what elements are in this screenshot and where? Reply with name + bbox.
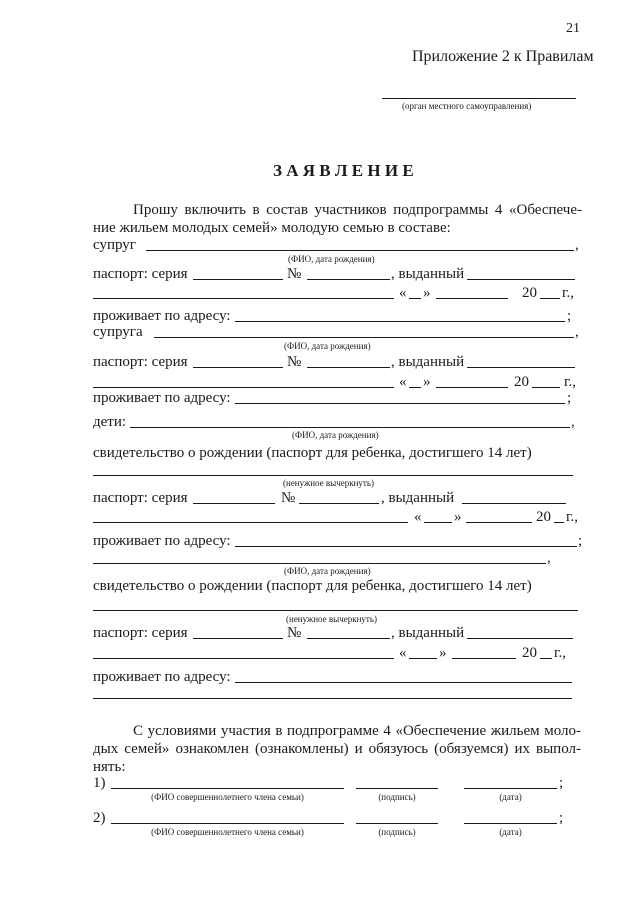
child-1-semicolon: ; (578, 533, 583, 549)
child-1-year-suffix: г., (566, 509, 578, 525)
husband-issued-by-line-2[interactable] (93, 298, 394, 299)
child-1-birth-certificate-line[interactable] (93, 475, 573, 476)
children-label: дети: (93, 414, 127, 430)
signature-2-fio-line[interactable] (111, 823, 344, 824)
signature-2-date-line[interactable] (464, 823, 557, 824)
child-1-date-close: » (454, 509, 462, 525)
wife-year-suffix: г., (564, 374, 576, 390)
signature-1-sign-line[interactable] (356, 788, 438, 789)
child-1-year-line[interactable] (554, 522, 564, 523)
conditions-line-2: дых семей» ознакомлен (ознакомлены) и обязуюсь (обязуемся) их выпол- (93, 741, 581, 757)
wife-month-line[interactable] (436, 387, 508, 388)
husband-passport-number-line[interactable] (307, 279, 390, 280)
husband-fio-caption: (ФИО, дата рождения) (288, 254, 375, 264)
signature-1-date-line[interactable] (464, 788, 557, 789)
wife-address-label: проживает по адресу: (93, 390, 231, 406)
husband-address-line[interactable] (235, 321, 565, 322)
wife-comma: , (575, 324, 579, 340)
child-2-fio-line[interactable] (93, 563, 546, 564)
authority-caption: (орган местного самоуправления) (402, 101, 532, 111)
child-1-fio-caption: (ФИО, дата рождения) (292, 430, 379, 440)
husband-comma: , (575, 237, 579, 253)
appendix-reference: Приложение 2 к Правилам (412, 48, 594, 65)
wife-issued-by-line[interactable] (467, 367, 575, 368)
child-2-birth-certificate-label: свидетельство о рождении (паспорт для ребенка, достигшего 14 лет) (93, 578, 532, 594)
husband-passport-series-line[interactable] (193, 279, 283, 280)
wife-date-open: « (399, 374, 407, 390)
child-2-comma: , (547, 550, 551, 566)
child-2-number-sign: № (287, 625, 302, 641)
husband-number-sign: № (287, 266, 302, 282)
child-2-birth-certificate-line[interactable] (93, 610, 578, 611)
child-1-birth-certificate-label: свидетельство о рождении (паспорт для ребенка, достигшего 14 лет) (93, 445, 532, 461)
signature-2-semicolon: ; (559, 810, 564, 826)
child-1-issued-by-line-2[interactable] (93, 522, 408, 523)
wife-issued-by-line-2[interactable] (93, 387, 394, 388)
child-1-month-line[interactable] (466, 522, 532, 523)
wife-day-line[interactable] (409, 387, 421, 388)
child-1-date-open: « (414, 509, 422, 525)
signature-2-sign-caption: (подпись) (378, 827, 416, 837)
child-2-address-line[interactable] (235, 682, 572, 683)
husband-date-open: « (399, 285, 407, 301)
husband-day-line[interactable] (409, 298, 421, 299)
signature-1-fio-caption: (ФИО совершеннолетнего члена семьи) (151, 792, 304, 802)
child-2-year-prefix: 20 (522, 645, 537, 661)
child-1-passport-number-line[interactable] (299, 503, 379, 504)
husband-issued-label: , выданный (391, 266, 465, 282)
child-1-issued-by-line[interactable] (462, 503, 566, 504)
child-1-day-line[interactable] (424, 522, 452, 523)
wife-address-line[interactable] (235, 403, 565, 404)
wife-number-sign: № (287, 354, 302, 370)
signature-1-date-caption: (дата) (499, 792, 522, 802)
signature-1-fio-line[interactable] (111, 788, 344, 789)
conditions-line-1: С условиями участия в подпрограмме 4 «Обеспечение жильем моло- (133, 723, 581, 739)
wife-date-close: » (423, 374, 431, 390)
child-1-passport-series-label: паспорт: серия (93, 490, 188, 506)
husband-year-suffix: г., (562, 285, 574, 301)
child-1-year-prefix: 20 (536, 509, 551, 525)
authority-field-line[interactable] (382, 98, 576, 99)
wife-passport-series-line[interactable] (193, 367, 283, 368)
wife-year-prefix: 20 (514, 374, 529, 390)
signature-1-sign-caption: (подпись) (378, 792, 416, 802)
child-2-issued-label: , выданный (391, 625, 465, 641)
wife-semicolon: ; (567, 390, 572, 406)
wife-issued-label: , выданный (391, 354, 465, 370)
child-2-year-line[interactable] (540, 658, 552, 659)
child-2-month-line[interactable] (452, 658, 516, 659)
child-2-date-close: » (439, 645, 447, 661)
signature-2-sign-line[interactable] (356, 823, 438, 824)
wife-passport-number-line[interactable] (307, 367, 390, 368)
husband-issued-by-line[interactable] (467, 279, 575, 280)
signature-1-number: 1) (93, 775, 106, 791)
child-1-address-line[interactable] (235, 546, 577, 547)
child-2-passport-number-line[interactable] (307, 638, 390, 639)
conditions-line-3: нять: (93, 759, 126, 775)
husband-address-label: проживает по адресу: (93, 308, 231, 324)
child-2-passport-series-line[interactable] (193, 638, 283, 639)
child-2-date-open: « (399, 645, 407, 661)
child-2-address-label: проживает по адресу: (93, 669, 231, 685)
child-2-issued-by-line[interactable] (467, 638, 573, 639)
husband-passport-series-label: паспорт: серия (93, 266, 188, 282)
page-number: 21 (566, 21, 580, 36)
intro-line-2: ние жильем молодых семей» молодую семью в составе: (93, 220, 451, 236)
husband-label: супруг (93, 237, 136, 253)
child-1-comma: , (571, 414, 575, 430)
husband-date-close: » (423, 285, 431, 301)
husband-month-line[interactable] (436, 298, 508, 299)
child-1-number-sign: № (281, 490, 296, 506)
child-2-address-line-2[interactable] (93, 698, 572, 699)
wife-fio-line[interactable] (154, 337, 574, 338)
wife-passport-series-label: паспорт: серия (93, 354, 188, 370)
child-2-day-line[interactable] (409, 658, 437, 659)
wife-fio-caption: (ФИО, дата рождения) (284, 341, 371, 351)
signature-2-number: 2) (93, 810, 106, 826)
husband-semicolon: ; (567, 308, 572, 324)
child-2-issued-by-line-2[interactable] (93, 658, 394, 659)
signature-2-date-caption: (дата) (499, 827, 522, 837)
signature-2-fio-caption: (ФИО совершеннолетнего члена семьи) (151, 827, 304, 837)
wife-label: супруга (93, 324, 143, 340)
child-2-fio-caption: (ФИО, дата рождения) (284, 566, 371, 576)
child-2-year-suffix: г., (554, 645, 566, 661)
signature-1-semicolon: ; (559, 775, 564, 791)
child-1-address-label: проживает по адресу: (93, 533, 231, 549)
husband-year-line[interactable] (540, 298, 560, 299)
husband-fio-line[interactable] (146, 250, 574, 251)
document-title: З А Я В Л Е Н И Е (273, 161, 414, 180)
intro-line-1: Прошу включить в состав участников подпрограммы 4 «Обеспече- (133, 202, 582, 218)
child-2-strike-caption: (ненужное вычеркнуть) (286, 614, 377, 624)
child-1-issued-label: , выданный (381, 490, 455, 506)
husband-year-prefix: 20 (522, 285, 537, 301)
child-1-fio-line[interactable] (130, 427, 570, 428)
child-1-passport-series-line[interactable] (193, 503, 275, 504)
child-2-passport-series-label: паспорт: серия (93, 625, 188, 641)
wife-year-line[interactable] (532, 387, 560, 388)
child-1-strike-caption: (ненужное вычеркнуть) (283, 478, 374, 488)
